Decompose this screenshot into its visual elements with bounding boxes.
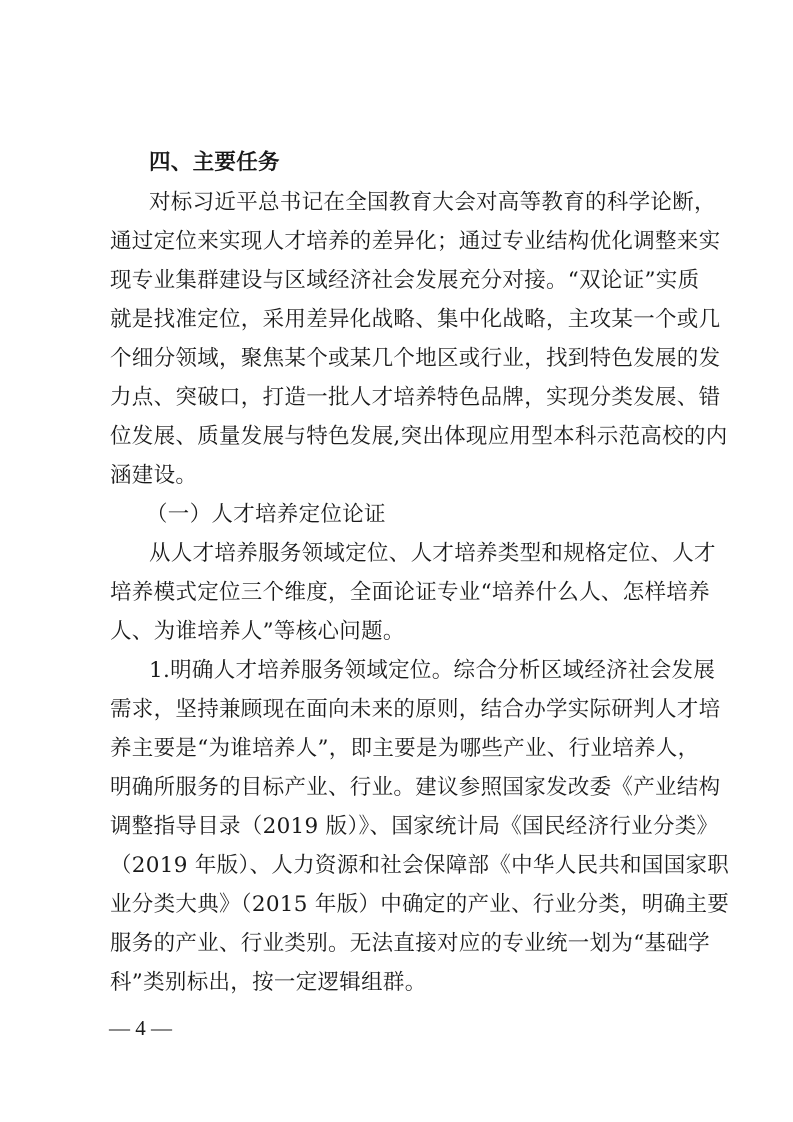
para1-line-1: 对标习近平总书记在全国教育大会对高等教育的科学论断， (149, 190, 716, 215)
para1-line-4: 就是找准定位，采用差异化战略、集中化战略，主攻某一个或几 (110, 307, 721, 332)
para3-line-9: 科”类别标出，按一定逻辑组群。 (110, 970, 427, 995)
para1-line-5: 个细分领域，聚焦某个或某几个地区或行业，找到特色发展的发 (110, 346, 721, 371)
para1-line-7: 位发展、质量发展与特色发展,突出体现应用型本科示范高校的内 (110, 424, 728, 449)
para3-line-3: 养主要是“为谁培养人”，即主要是为哪些产业、行业培养人， (110, 736, 700, 761)
para2-line-1: 从人才培养服务领域定位、人才培养类型和规格定位、人才 (149, 541, 716, 566)
subheading: （一）人才培养定位论证 (146, 502, 386, 527)
para1-line-2: 通过定位来实现人才培养的差异化；通过专业结构优化调整来实 (110, 229, 721, 254)
para1-line-8: 涵建设。 (110, 463, 198, 488)
para2-line-2: 培养模式定位三个维度，全面论证专业“培养什么人、怎样培养 (110, 580, 710, 605)
section-heading: 四、主要任务 (149, 150, 280, 175)
para1-line-3: 现专业集群建设与区域经济社会发展充分对接。“双论证”实质 (110, 268, 700, 293)
para3-line-6: （2019 年版）、人力资源和社会保障部《中华人民共和国国家职 (110, 853, 730, 878)
para3-line-4: 明确所服务的目标产业、行业。建议参照国家发改委《产业结构 (110, 775, 721, 800)
para3-line-1: 1.明确人才培养服务领域定位。综合分析区域经济社会发展 (149, 658, 716, 683)
para3-line-8: 服务的产业、行业类别。无法直接对应的专业统一划为“基础学 (110, 931, 710, 956)
para3-line-7: 业分类大典》（2015 年版）中确定的产业、行业分类，明确主要 (110, 892, 730, 917)
para3-line-2: 需求，坚持兼顾现在面向未来的原则，结合办学实际研判人才培 (110, 697, 721, 722)
para3-line-5: 调整指导目录（2019 版）》、国家统计局《国民经济行业分类》 (110, 814, 719, 839)
para2-line-3: 人、为谁培养人”等核心问题。 (110, 619, 405, 644)
para1-line-6: 力点、突破口，打造一批人才培养特色品牌，实现分类发展、错 (110, 385, 721, 410)
page-number: — 4 — (109, 1016, 172, 1040)
